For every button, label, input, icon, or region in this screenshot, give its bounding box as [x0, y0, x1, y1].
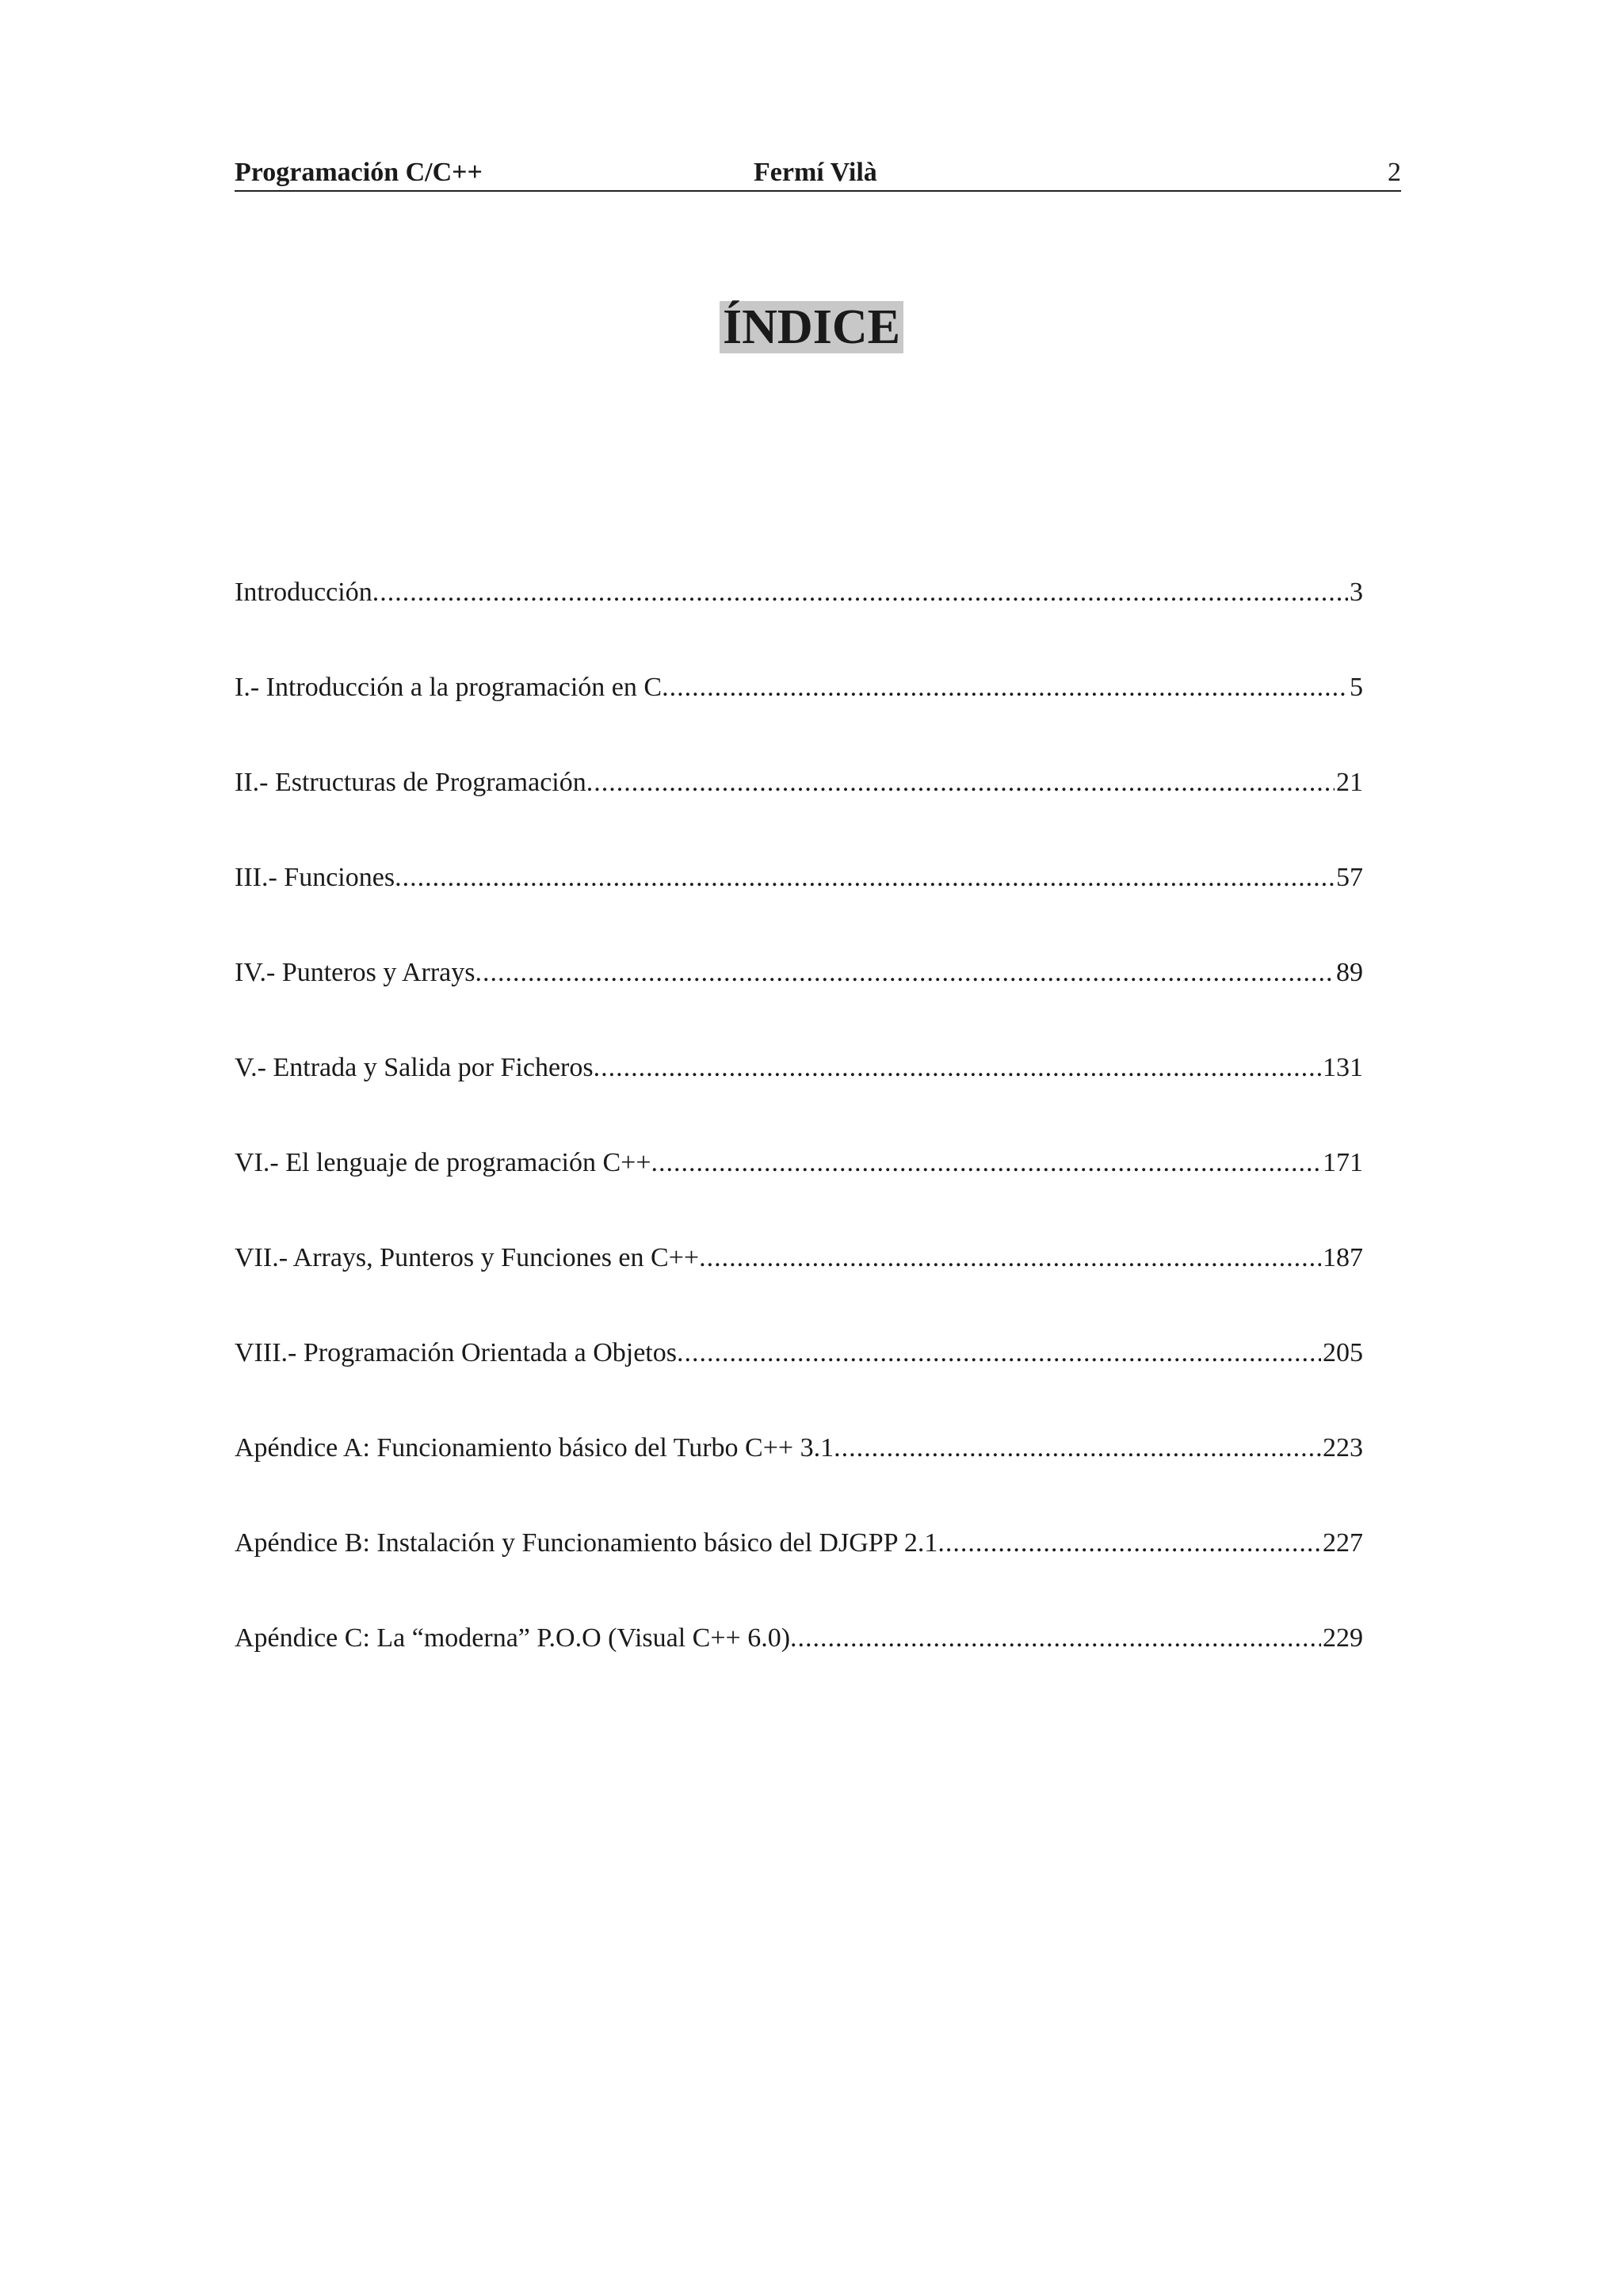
toc-entry[interactable] — [235, 951, 1363, 1046]
toc-entry[interactable] — [235, 570, 1363, 666]
title-container — [0, 301, 1623, 353]
toc-entry-page: 171 — [1323, 1148, 1363, 1177]
toc-entry-label: I.- Introducción a la programación en C — [235, 673, 663, 702]
toc-leader-dots — [699, 1236, 1321, 1280]
toc-leader-dots — [938, 1521, 1321, 1566]
toc-leader-dots — [475, 951, 1335, 995]
toc-entry-label: Apéndice C: La “moderna” P.O.O (Visual C++ 6.0) — [235, 1623, 791, 1653]
toc-entry-label: V.- Entrada y Salida por Ficheros — [235, 1053, 594, 1082]
toc-entry[interactable] — [235, 1046, 1363, 1141]
toc-entry-page: 227 — [1323, 1528, 1363, 1558]
toc-entry-label: VI.- El lenguaje de programación C++ — [235, 1148, 651, 1177]
toc-entry-page: 3 — [1350, 578, 1363, 607]
toc-entry-page: 187 — [1323, 1243, 1363, 1272]
toc-entry[interactable] — [235, 1521, 1363, 1616]
toc-entry[interactable] — [235, 1426, 1363, 1521]
toc-entry-label: Introducción — [235, 578, 372, 607]
toc-entry-label: III.- Funciones — [235, 863, 395, 892]
toc-leader-dots — [586, 761, 1335, 805]
toc-leader-dots — [834, 1426, 1321, 1470]
toc-entry-page: 229 — [1323, 1623, 1363, 1653]
toc-entry[interactable] — [235, 1331, 1363, 1426]
toc-entry-page: 205 — [1323, 1338, 1363, 1367]
toc-entry-page: 5 — [1350, 673, 1363, 702]
page-title: ÍNDICE — [720, 301, 903, 353]
toc-leader-dots — [395, 856, 1335, 900]
toc-leader-dots — [594, 1046, 1321, 1090]
toc-entry-page: 89 — [1336, 958, 1363, 987]
toc-leader-dots — [790, 1616, 1321, 1661]
toc-leader-dots — [677, 1331, 1321, 1375]
toc-entry-page: 21 — [1336, 768, 1363, 797]
toc-entry-label: II.- Estructuras de Programación — [235, 768, 586, 797]
header-author: Fermí Vilà — [754, 158, 877, 187]
toc-entry-label: VII.- Arrays, Punteros y Funciones en C++ — [235, 1243, 700, 1272]
toc-entry-page: 223 — [1323, 1433, 1363, 1463]
table-of-contents — [235, 570, 1363, 1711]
toc-entry[interactable] — [235, 1236, 1363, 1331]
toc-leader-dots — [651, 1141, 1321, 1185]
toc-entry-page: 131 — [1323, 1053, 1363, 1082]
toc-entry-label: Apéndice A: Funcionamiento básico del Turbo C++ 3.1 — [235, 1433, 834, 1463]
toc-leader-dots — [662, 666, 1348, 710]
toc-entry[interactable] — [235, 1616, 1363, 1711]
toc-entry[interactable] — [235, 856, 1363, 951]
toc-entry-label: IV.- Punteros y Arrays — [235, 958, 475, 987]
header-book-title: Programación C/C++ — [235, 158, 483, 187]
page-header — [235, 155, 1401, 192]
toc-entry-label: VIII.- Programación Orientada a Objetos — [235, 1338, 677, 1367]
toc-entry[interactable] — [235, 666, 1363, 761]
toc-entry-page: 57 — [1336, 863, 1363, 892]
toc-entry-label: Apéndice B: Instalación y Funcionamiento básico del DJGPP 2.1 — [235, 1528, 938, 1558]
toc-entry[interactable] — [235, 761, 1363, 856]
toc-leader-dots — [372, 570, 1348, 615]
toc-entry[interactable] — [235, 1141, 1363, 1236]
header-page-number: 2 — [1388, 158, 1401, 187]
